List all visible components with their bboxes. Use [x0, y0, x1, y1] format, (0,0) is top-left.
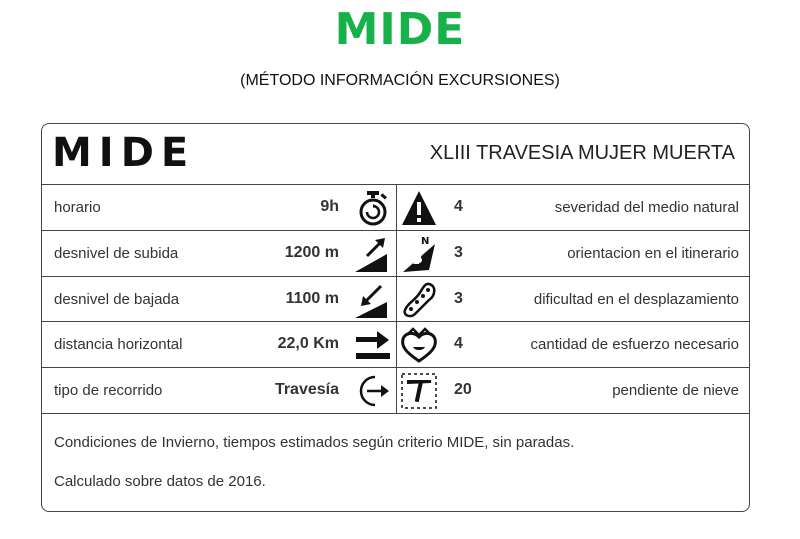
column-divider [396, 185, 397, 230]
row-label: desnivel de subida [54, 244, 179, 262]
row-description: dificultad en el desplazamiento [533, 290, 739, 308]
column-divider [396, 322, 397, 367]
row-score: 4 [454, 198, 463, 215]
row-score: 4 [454, 335, 463, 353]
row-score: 3 [454, 289, 463, 307]
row-value: 9h [320, 198, 339, 215]
ascent-slope-icon [353, 234, 393, 274]
row-description: pendiente de nieve [612, 382, 739, 400]
mide-row-desnivel-subida [42, 231, 749, 277]
row-value: 1200 m [284, 243, 339, 261]
mide-logo: MIDE [52, 130, 196, 176]
card-header [42, 124, 749, 185]
route-name: XLIII TRAVESIA MUJER MUERTA [429, 142, 735, 164]
row-label: distancia horizontal [54, 336, 183, 354]
effort-heart-icon [399, 325, 439, 365]
mide-row-horario [42, 185, 749, 231]
row-value: 22,0 Km [277, 335, 339, 353]
svg-text:N: N [421, 235, 430, 247]
route-type-icon [353, 371, 393, 411]
mide-row-desnivel-bajada [42, 277, 749, 323]
column-divider [396, 277, 397, 322]
page-title: MIDE [334, 4, 466, 55]
distance-arrow-icon [353, 325, 393, 365]
row-score: 3 [454, 243, 463, 261]
footprint-icon [399, 280, 439, 320]
warning-triangle-icon [399, 188, 439, 228]
column-divider [396, 368, 397, 413]
mide-row-tipo-recorrido [42, 368, 749, 414]
note-calculation: Calculado sobre datos de 2016. [54, 473, 266, 490]
mide-row-distancia [42, 322, 749, 368]
row-description: cantidad de esfuerzo necesario [530, 336, 739, 354]
descent-slope-icon [353, 280, 393, 320]
row-label: tipo de recorrido [54, 382, 163, 400]
row-description: severidad del medio natural [554, 199, 739, 216]
row-label: desnivel de bajada [54, 290, 180, 308]
ice-axe-icon [399, 371, 439, 411]
notes-section [54, 434, 574, 512]
row-value: Travesía [274, 381, 339, 399]
row-description: orientacion en el itinerario [567, 244, 739, 262]
row-score: 20 [454, 381, 472, 399]
stopwatch-icon [353, 188, 393, 228]
compass-orientation-icon [399, 234, 439, 274]
page-subtitle: (MÉTODO INFORMACIÓN EXCURSIONES) [240, 72, 560, 89]
column-divider [396, 231, 397, 276]
row-value: 1100 m [285, 289, 339, 307]
note-conditions: Condiciones de Invierno, tiempos estimados según criterio MIDE, sin paradas. [54, 434, 575, 451]
row-label: horario [54, 199, 101, 216]
mide-card [41, 123, 750, 512]
